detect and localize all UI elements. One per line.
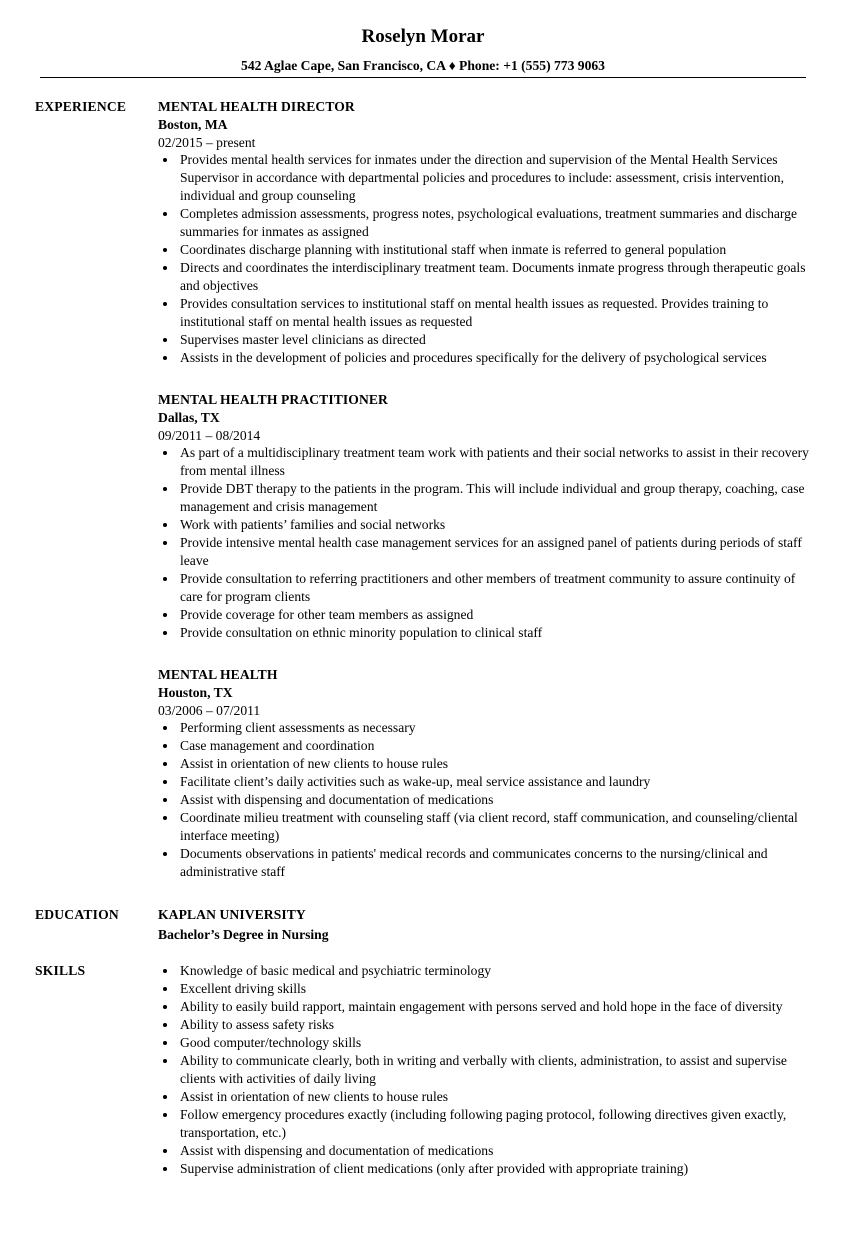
list-item: Good computer/technology skills (158, 1034, 810, 1052)
job-entry (158, 391, 810, 642)
job-location: Boston, MA (158, 117, 228, 132)
education-heading: EDUCATION (35, 907, 119, 922)
list-item: Assists in the development of policies and procedures specifically for the delivery of psychological services (158, 349, 810, 367)
list-item: Provides mental health services for inmates under the direction and supervision of the Mental Health Services Supervisor in accordance with departmental policies and procedures to include: assessment, crisis intervention, individual and group counseling (158, 151, 810, 205)
job-location: Houston, TX (158, 685, 233, 700)
list-item: Ability to assess safety risks (158, 1016, 810, 1034)
skills-list (158, 962, 810, 1178)
skills-bullets (158, 962, 810, 1178)
list-item: Provide intensive mental health case management services for an assigned panel of patients during periods of staff leave (158, 534, 810, 570)
job-location: Dallas, TX (158, 410, 220, 425)
job-dates: 02/2015 – present (158, 135, 256, 150)
list-item: Excellent driving skills (158, 980, 810, 998)
skills-heading: SKILLS (35, 963, 86, 978)
list-item: Coordinate milieu treatment with counseling staff (via client record, staff communication, and counseling/cliental interface meeting) (158, 809, 810, 845)
list-item: Assist in orientation of new clients to house rules (158, 755, 810, 773)
degree-name: Bachelor’s Degree in Nursing (158, 927, 329, 942)
job-dates: 09/2011 – 08/2014 (158, 428, 261, 443)
job-entry (158, 98, 810, 367)
list-item: Follow emergency procedures exactly (including following paging protocol, following directives given exactly, transportation, etc.) (158, 1106, 810, 1142)
job-title: MENTAL HEALTH (158, 667, 278, 682)
header-divider (40, 77, 806, 78)
job-duties (158, 444, 810, 642)
list-item: Ability to communicate clearly, both in writing and verbally with clients, administration, to assist and supervise clients with activities of daily living (158, 1052, 810, 1088)
list-item: Supervises master level clinicians as directed (158, 331, 810, 349)
job-duties (158, 719, 810, 881)
list-item: Coordinates discharge planning with institutional staff when inmate is referred to general population (158, 241, 810, 259)
list-item: Assist in orientation of new clients to house rules (158, 1088, 810, 1106)
list-item: Directs and coordinates the interdisciplinary treatment team. Documents inmate progress through therapeutic goals and objectives (158, 259, 810, 295)
list-item: Case management and coordination (158, 737, 810, 755)
list-item: Provide DBT therapy to the patients in the program. This will include individual and group therapy, coaching, case management and crisis management (158, 480, 810, 516)
list-item: Work with patients’ families and social networks (158, 516, 810, 534)
list-item: Documents observations in patients' medical records and communicates concerns to the nursing/clinical and administrative staff (158, 845, 810, 881)
resume-header (40, 24, 806, 75)
candidate-name: Roselyn Morar (361, 26, 485, 47)
list-item: Completes admission assessments, progress notes, psychological evaluations, treatment summaries and discharge summaries for inmates as assigned (158, 205, 810, 241)
job-title: MENTAL HEALTH DIRECTOR (158, 99, 355, 114)
school-name: KAPLAN UNIVERSITY (158, 907, 306, 922)
list-item: Assist with dispensing and documentation of medications (158, 1142, 810, 1160)
contact-line: 542 Aglae Cape, San Francisco, CA ♦ Phone: +1 (555) 773 9063 (241, 58, 605, 73)
list-item: Supervise administration of client medications (only after provided with appropriate training) (158, 1160, 810, 1178)
experience-list (158, 98, 810, 881)
experience-heading: EXPERIENCE (35, 99, 127, 114)
list-item: Knowledge of basic medical and psychiatric terminology (158, 962, 810, 980)
list-item: Ability to easily build rapport, maintain engagement with persons served and hold hope in the face of diversity (158, 998, 810, 1016)
job-duties (158, 151, 810, 367)
list-item: Assist with dispensing and documentation of medications (158, 791, 810, 809)
job-title: MENTAL HEALTH PRACTITIONER (158, 392, 388, 407)
education-entry (158, 906, 810, 944)
job-dates: 03/2006 – 07/2011 (158, 703, 261, 718)
list-item: Provide consultation on ethnic minority population to clinical staff (158, 624, 810, 642)
list-item: Performing client assessments as necessary (158, 719, 810, 737)
list-item: Provide coverage for other team members as assigned (158, 606, 810, 624)
job-entry (158, 666, 810, 881)
list-item: Provides consultation services to institutional staff on mental health issues as requested. Provides training to institutional staff on mental health issues as requested (158, 295, 810, 331)
list-item: Facilitate client’s daily activities such as wake-up, meal service assistance and laundry (158, 773, 810, 791)
list-item: As part of a multidisciplinary treatment team work with patients and their social networks to assist in their recovery from mental illness (158, 444, 810, 480)
list-item: Provide consultation to referring practitioners and other members of treatment community to assure continuity of care for program clients (158, 570, 810, 606)
